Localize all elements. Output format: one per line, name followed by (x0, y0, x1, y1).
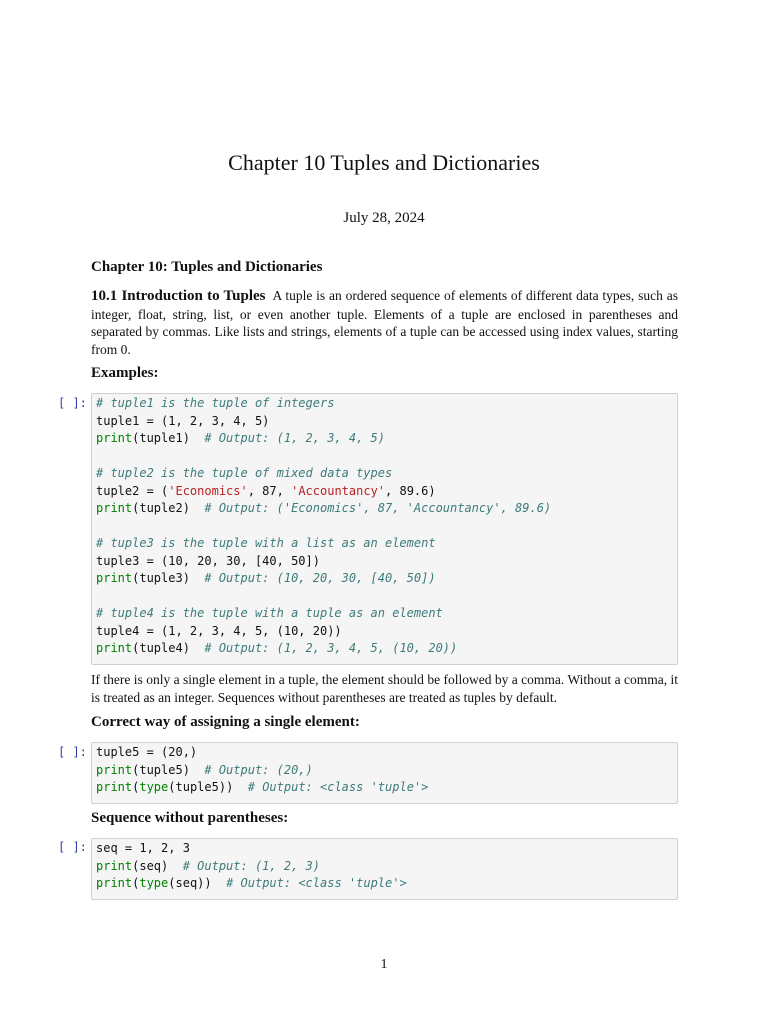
examples-heading: Examples: (91, 365, 159, 381)
document-date: July 28, 2024 (343, 210, 425, 226)
code-cell-1[interactable] (91, 393, 678, 665)
code-line: tuple3 = (10, 20, 30, [40, 50]) (96, 553, 320, 568)
cell-prompt: [ ]: (58, 840, 87, 854)
code-builtin: type (139, 876, 169, 890)
chapter-heading: Chapter 10: Tuples and Dictionaries (91, 259, 323, 275)
code-string: 'Economics' (168, 483, 248, 498)
code-line: (seq)) (168, 876, 212, 890)
code-comment: # Output: (1, 2, 3, 4, 5) (204, 431, 385, 445)
code-line: (tuple1) (132, 431, 190, 445)
code-cell-3[interactable]: seq = 1, 2, 3 print(seq) # Output: (1, 2, 3) print(type(seq)) # Output: <class 'tuple'> (91, 838, 678, 900)
code-line: (tuple3) (132, 571, 190, 585)
code-builtin: print (96, 571, 133, 585)
code-comment: # Output: (1, 2, 3) (182, 858, 320, 873)
code-builtin: print (96, 431, 133, 445)
code-line: (tuple5) (132, 762, 190, 777)
code-comment: # Output: (1, 2, 3, 4, 5, (10, 20)) (204, 641, 458, 655)
code-comment: # tuple4 is the tuple with a tuple as an element (96, 606, 443, 620)
code-builtin: print (96, 501, 133, 515)
code-line: seq = 1, 2, 3 (96, 841, 190, 855)
cell-prompt: [ ]: (58, 396, 87, 410)
code-comment: # tuple3 is the tuple with a list as an element (96, 536, 436, 550)
code-line: (tuple2) (132, 501, 190, 515)
code-line: tuple4 = (1, 2, 3, 4, 5, (10, 20)) (96, 623, 342, 638)
code-line: (seq) (132, 858, 169, 873)
code-line: , 87, (247, 483, 292, 498)
code-line: tuple2 = ( (96, 483, 169, 498)
code-comment: # Output: <class 'tuple'> (247, 780, 429, 794)
code-comment: # Output: (10, 20, 30, [40, 50]) (204, 571, 436, 585)
intro-heading: 10.1 Introduction to Tuples (91, 288, 266, 304)
code-comment: # tuple2 is the tuple of mixed data types (96, 466, 393, 480)
code-builtin: print (96, 876, 133, 890)
code-line: (tuple4) (132, 641, 190, 655)
cell-prompt: [ ]: (58, 745, 87, 759)
single-element-heading: Correct way of assigning a single element: (91, 714, 360, 730)
code-comment: # Output: ('Economics', 87, 'Accountancy', 89.6) (204, 501, 552, 515)
code-line: (tuple5)) (168, 780, 234, 794)
code-builtin: print (96, 762, 133, 777)
code-comment: # Output: <class 'tuple'> (226, 876, 407, 890)
code-cell-2[interactable]: tuple5 = (20,) print(tuple5) # Output: (20,) print(type(tuple5)) # Output: <class 'tuple'> (91, 742, 678, 804)
code-line: tuple5 = (20,) (96, 745, 198, 759)
code-string: 'Accountancy' (291, 483, 386, 498)
page-number: 1 (380, 957, 388, 972)
code-builtin: print (96, 641, 133, 655)
code-comment: # tuple1 is the tuple of integers (96, 396, 335, 410)
intro-text: A tuple is an ordered sequence of elements of different data types, such as integer, float, string, list, or even another tuple. Elements of a tuple are enclosed in parentheses and separated by commas. Like lists and strings, elements of a tuple can be accessed using index values, starting from 0. (91, 288, 678, 357)
code-line: tuple1 = (1, 2, 3, 4, 5) (96, 413, 270, 428)
code-comment: # Output: (20,) (204, 762, 313, 777)
code-builtin: print (96, 858, 133, 873)
intro-paragraph (91, 287, 678, 358)
sequence-heading: Sequence without parentheses: (91, 810, 289, 826)
document-title: Chapter 10 Tuples and Dictionaries (228, 150, 540, 175)
code-builtin: print (96, 780, 133, 794)
single-element-paragraph: If there is only a single element in a tuple, the element should be followed by a comma. Without a comma, it is treated as an integer. Sequences without parentheses are treated as tuples by default. (91, 672, 678, 705)
code-line: , 89.6) (385, 483, 436, 498)
code-builtin: type (139, 780, 169, 794)
